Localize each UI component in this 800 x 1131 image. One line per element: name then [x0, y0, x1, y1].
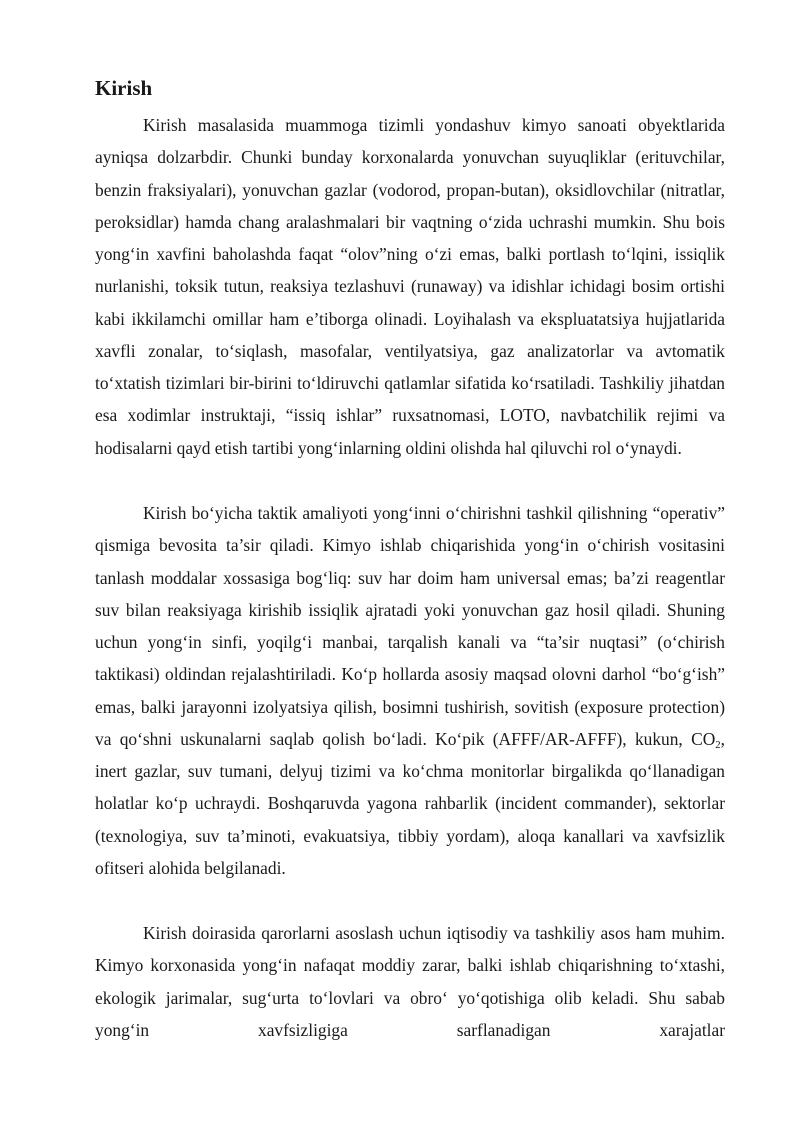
- section-heading: Kirish: [95, 76, 153, 100]
- paragraph-2-text-before: Kirish bo‘yicha taktik amaliyoti yong‘inni o‘chirishni tashkil qilishning “operativ” qismiga bevosita ta’sir qiladi. Kimyo ishlab chiqarishida yong‘in o‘chirish vositasini tanlash moddalar xossasiga bog‘liq: suv har doim ham universal emas; ba’zi reagentlar suv bilan reaksiyaga kirishib issiqlik ajratadi yoki yonuvchan gaz hosil qiladi. Shuning uchun yong‘in sinfi, yoqilg‘i manbai, tarqalish kanali va “ta’sir nuqtasi” (o‘chirish taktikasi) oldindan rejalashtiriladi. Ko‘p hollarda asosiy maqsad olovni darhol “bo‘g‘ish” emas, balki jarayonni izolyatsiya qilish, bosimni tushirish, sovitish (exposure protection) va qo‘shni uskunalarni saqlab qolish bo‘ladi. Ko‘pik (AFFF/AR-AFFF), kukun, CO: [95, 503, 725, 749]
- paragraph-2-text-after: , inert gazlar, suv tumani, delyuj tizimi va ko‘chma monitorlar birgalikda qo‘llanadigan holatlar ko‘p uchraydi. Boshqaruvda yagona rahbarlik (incident commander), sektorlar (texnologiya, suv ta’minoti, evakuatsiya, tibbiy yordam), aloqa kanallari va xavfsizlik ofitseri alohida belgilanadi.: [95, 728, 725, 878]
- paragraph-3: Kirish doirasida qarorlarni asoslash uchun iqtisodiy va tashkiliy asos ham muhim. Kimyo korxonasida yong‘in nafaqat moddiy zarar, balki ishlab chiqarishning to‘xtashi, ekologik jarimalar, sug‘urta to‘lovlari va obro‘ yo‘qotishiga olib keladi. Shu sabab yong‘in xavfsizligiga sarflanadigan xarajatlar: [95, 923, 725, 1040]
- paragraph-1: Kirish masalasida muammoga tizimli yondashuv kimyo sanoati obyektlarida ayniqsa dolzarbdir. Chunki bunday korxonalarda yonuvchan suyuqliklar (erituvchilar, benzin fraksiyalari), yonuvchan gazlar (vodorod, propan-butan), oksidlovchilar (nitratlar, peroksidlar) hamda chang aralashmalari bir vaqtning o‘zida uchrashi mumkin. Shu bois yong‘in xavfini baholashda faqat “olov”ning o‘zi emas, balki portlash to‘lqini, issiqlik nurlanishi, toksik tutun, reaksiya tezlashuvi (runaway) va idishlar ichidagi bosim ortishi kabi ikkilamchi omillar ham e’tiborga olinadi. Loyihalash va ekspluatatsiya hujjatlarida xavfli zonalar, to‘siqlash, masofalar, ventilyatsiya, gaz analizatorlar va avtomatik to‘xtatish tizimlari bir-birini to‘ldiruvchi qatlamlar sifatida ko‘rsatiladi. Tashkiliy jihatdan esa xodimlar instruktaji, “issiq ishlar” ruxsatnomasi, LOTO, navbatchilik rejimi va hodisalarni qayd etish tartibi yong‘inlarning oldini olishda hal qiluvchi rol o‘ynaydi.: [95, 115, 725, 458]
- paragraph-2: [95, 497, 725, 884]
- co2-subscript: 2: [715, 738, 721, 751]
